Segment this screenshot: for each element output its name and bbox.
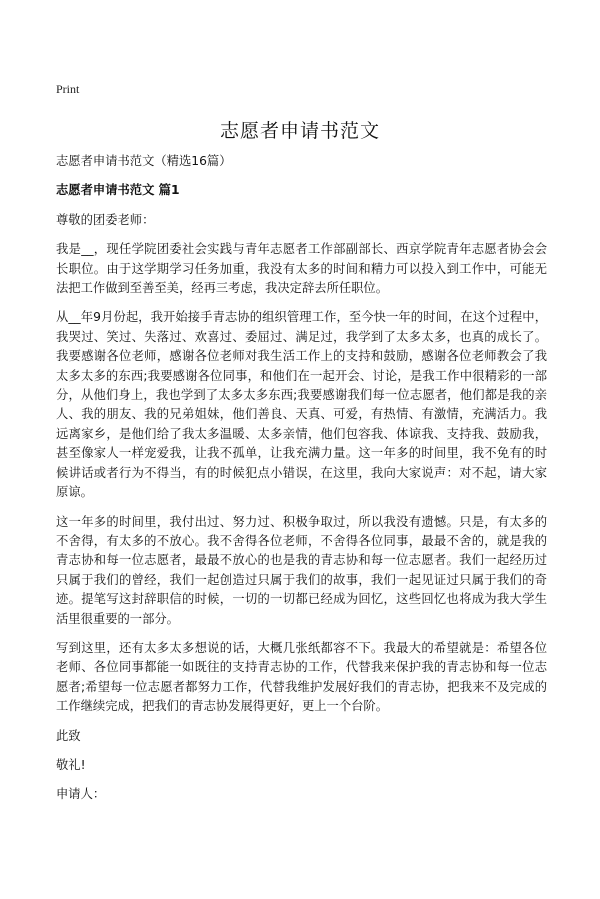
closing-regards: 敬礼! <box>56 757 86 772</box>
print-label: Print <box>56 82 80 96</box>
document-subtitle: 志愿者申请书范文（精选16篇） <box>56 154 232 168</box>
applicant-signature-line: 申请人： <box>56 787 106 802</box>
section-heading: 志愿者申请书范文 篇1 <box>56 183 180 198</box>
paragraph: 写到这里，还有太多太多想说的话，大概几张纸都容不下。我最大的希望就是：希望各位老师、各位同事都能一如既往的支持青志协的工作，代替我来保护我的青志协和每一位志愿者;希望每一位志愿者都努力工作，代替我维护发展好我们的青志协，把我来不及完成的工作继续完成，把我们的青志协发展得更好，更上一个台阶。 <box>56 640 547 714</box>
page-title: 志愿者申请书范文 <box>219 120 380 142</box>
paragraph: 我是__，现任学院团委社会实践与青年志愿者工作部副部长、西京学院青年志愿者协会会长职位。由于这学期学习任务加重，我没有太多的时间和精力可以投入到工作中，可能无法把工作做到至善至美，经再三考虑，我决定辞去所任职位。 <box>56 242 547 296</box>
document-body <box>56 152 547 815</box>
greeting: 尊敬的团委老师： <box>56 212 155 227</box>
closing-salutation: 此致 <box>56 728 81 743</box>
paragraph: 从__年9月份起，我开始接手青志协的组织管理工作，至今快一年的时间，在这个过程中，我哭过、笑过、失落过、欢喜过、委屈过、满足过，我学到了太多太多，也真的成长了。我要感谢各位老师，感谢各位老师对我生活工作上的支持和鼓励，感谢各位老师教会了我太多太多的东西;我要感谢各位同事，和他们在一起开会、讨论，是我工作中很精彩的一部分，从他们身上，我也学到了太多太多东西;我要感谢我们每一位志愿者，他们都是我的亲人、我的朋友、我的兄弟姐妹，他们善良、天真、可爱，有热情、有激情，充满活力。我远离家乡，是他们给了我太多温暖、太多亲情，他们包容我、体谅我、支持我、鼓励我，甚至像家人一样宠爱我，让我不孤单，让我充满力量。这一年多的时间里，我不免有的时候讲话或者行为不得当，有的时候犯点小错误，在这里，我向大家说声：对不起，请大家原谅。 <box>56 310 547 500</box>
paragraph: 这一年多的时间里，我付出过、努力过、积极争取过，所以我没有遗憾。只是，有太多的不舍得，有太多的不放心。我不舍得各位老师，不舍得各位同事，最最不舍的，就是我的青志协和每一位志愿者，最最不放心的也是我的青志协和每一位志愿者。我们一起经历过只属于我们的曾经，我们一起创造过只属于我们的故事，我们一起见证过只属于我们的奇迹。提笔写这封辞职信的时候，一切的一切都已经成为回忆，这些回忆也将成为我大学生活里很重要的一部分。 <box>56 514 547 626</box>
